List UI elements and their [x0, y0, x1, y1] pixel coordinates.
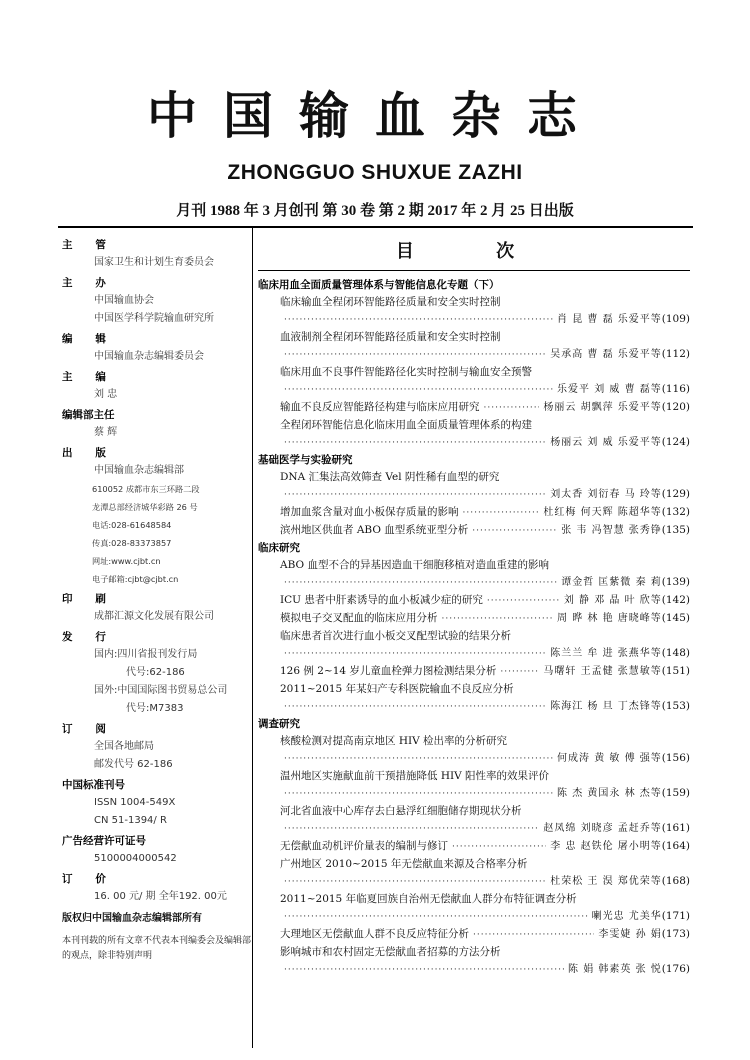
toc-entry-authors: 赵凤绵 刘晓彦 孟赶乔等 [543, 823, 662, 834]
toc-entry-title: 大理地区无偿献血人群不良反应特征分析 [280, 928, 469, 940]
distribution-label: 发 行 [62, 631, 116, 643]
toc-entry-title: 滨州地区供血者 ABO 血型系统亚型分析 [280, 524, 469, 536]
leader-dots [284, 874, 546, 891]
leader-dots [284, 435, 546, 452]
toc-entry-title: 临床患者首次进行血小板交叉配型试验的结果分析 [280, 630, 511, 642]
leader-dots [284, 909, 588, 926]
toc-entry [258, 434, 690, 452]
toc-entry [258, 908, 690, 926]
leader-dots [284, 382, 553, 399]
website: 网址:www.cjbt.cn [92, 556, 161, 566]
toc-entry-page: (176) [661, 963, 690, 975]
toc-entry-authors: 马曙轩 王孟健 张慧敏等 [543, 666, 662, 677]
distribution-domestic-code: 代号:62-186 [126, 667, 185, 678]
toc-entry-page: (148) [661, 647, 690, 659]
leader-dots [284, 575, 557, 592]
leader-dots [463, 505, 540, 522]
leader-dots [473, 927, 594, 944]
distribution-domestic: 国内:四川省报刊发行局 [94, 649, 198, 660]
toc-entry-page: (168) [661, 875, 690, 887]
toc-entry-page: (129) [661, 488, 690, 500]
leader-dots [284, 347, 546, 364]
toc-entry [258, 346, 690, 364]
toc-entry-title: 增加血浆含量对血小板保存质量的影响 [280, 506, 459, 518]
leader-dots [284, 699, 546, 716]
toc-entry-page: (139) [661, 576, 690, 588]
toc-entry-title: 输血不良反应智能路径构建与临床应用研究 [280, 401, 480, 413]
toc-entry-authors: 杜红梅 何天辉 陈超华等 [543, 507, 662, 518]
toc-entry [258, 750, 690, 768]
toc-entry-title: 核酸检测对提高南京地区 HIV 检出率的分析研究 [280, 735, 508, 747]
toc-entry-authors: 何成涛 黄 敏 傅 强等 [557, 753, 662, 764]
toc-entry-title: 血液制剂全程闭环智能路径质量和安全实时控制 [280, 331, 501, 343]
toc-heading: 目 次 [395, 241, 553, 262]
chief-editor-label: 主 编 [62, 371, 116, 383]
leader-dots [484, 400, 540, 417]
publication-info: 月刊 1988 年 3 月创刊 第 30 卷 第 2 期 2017 年 2 月 25 日出版 [176, 203, 574, 219]
distribution-foreign: 国外:中国国际图书贸易总公司 [94, 685, 228, 696]
toc-entry [258, 311, 690, 329]
leader-dots [284, 751, 553, 768]
toc-entry-title: 影响城市和农村固定无偿献血者招募的方法分析 [280, 946, 501, 958]
toc-entry-authors: 吴承高 曹 磊 乐爱平等 [550, 349, 662, 360]
leader-dots [284, 821, 539, 838]
toc-entry-title: ABO 血型不合的异基因造血干细胞移植对造血重建的影响 [280, 559, 549, 571]
address-line-1: 610052 成都市东三环路二段 [92, 484, 200, 494]
toc-entry [258, 645, 690, 663]
toc-entry-title: 温州地区实施献血前干预措施降低 HIV 阳性率的效果评价 [280, 770, 550, 782]
toc-section: 调查研究 [258, 718, 300, 730]
printer-value: 成都汇源文化发展有限公司 [94, 611, 214, 622]
journal-title-cn: 中国输血杂志 [147, 86, 603, 145]
toc-section: 临床用血全面质量管理体系与智能信息化专题（下） [258, 279, 500, 291]
subscription-value-2: 邮发代号 62-186 [94, 759, 173, 770]
toc-entry-page: (124) [661, 436, 690, 448]
leader-dots [500, 664, 539, 681]
toc-entry-authors: 杜荣松 王 淏 郑优荣等 [550, 876, 662, 887]
toc-section: 基础医学与实验研究 [258, 454, 353, 466]
host-label: 主 办 [62, 277, 116, 289]
toc-entry-page: (171) [661, 910, 690, 922]
host-value-2: 中国医学科学院输血研究所 [94, 313, 214, 324]
distribution-foreign-code: 代号:M7383 [126, 703, 184, 714]
ad-license-value: 5100004000542 [94, 853, 177, 864]
toc-entry-page: (132) [661, 506, 690, 518]
toc-entry-title: 全程闭环智能信息化临床用血全面质量管理体系的构建 [280, 419, 532, 431]
toc-entry-authors: 陈海江 杨 旦 丁杰锋等 [550, 701, 662, 712]
toc-entry-authors: 刘太香 刘衍春 马 玲等 [550, 489, 662, 500]
toc-entry [258, 663, 690, 681]
toc-entry-title: 2011~2015 年某妇产专科医院输血不良反应分析 [280, 683, 514, 695]
toc-entry-authors: 杨丽云 刘 威 乐爱平等 [550, 437, 662, 448]
leader-dots [284, 487, 546, 504]
toc-entry [258, 486, 690, 504]
leader-dots [487, 593, 560, 610]
leader-dots [442, 611, 554, 628]
toc-entry [258, 838, 690, 856]
toc-entry-authors: 谭金哲 匡紫微 秦 莉 [561, 577, 662, 588]
masthead-sidebar [62, 236, 252, 964]
ad-license-label: 广告经营许可证号 [62, 835, 146, 847]
toc-entry-page: (156) [661, 752, 690, 764]
toc-entry [258, 698, 690, 716]
email: 电子邮箱:cjbt@cjbt.cn [92, 574, 179, 584]
toc-entry-authors: 刘 静 邓 晶 叶 欣等 [563, 595, 662, 606]
sponsor-value: 国家卫生和计划生育委员会 [94, 257, 214, 268]
editor-value: 中国输血杂志编辑委员会 [94, 351, 204, 362]
subscription-label: 订 阅 [62, 723, 116, 735]
toc-entry-title: 广州地区 2010~2015 年无偿献血来源及合格率分析 [280, 858, 528, 870]
issn-label: 中国标准刊号 [62, 779, 125, 791]
toc-entry [258, 381, 690, 399]
sponsor-label: 主 管 [62, 239, 116, 251]
toc-entry-authors: 周 晔 林 艳 唐晓峰等 [557, 613, 662, 624]
toc-rule [258, 270, 690, 271]
toc-entry-title: 2011~2015 年临夏回族自治州无偿献血人群分布特征调查分析 [280, 893, 577, 905]
toc-entry-authors: 李 忠 赵铁伦 屠小明等 [550, 841, 662, 852]
toc-entry [258, 873, 690, 891]
director-value: 蔡 辉 [94, 427, 118, 438]
toc-entry-title: 模拟电子交叉配血的临床应用分析 [280, 612, 438, 624]
toc-entry [258, 610, 690, 628]
leader-dots [452, 839, 546, 856]
copyright: 版权归中国输血杂志编辑部所有 [62, 913, 202, 924]
fax: 传真:028-83373857 [92, 538, 172, 548]
subscription-value-1: 全国各地邮局 [94, 741, 154, 752]
toc-entry-page: (164) [661, 840, 690, 852]
toc-entry-authors: 陈 娟 韩素英 张 悦 [568, 964, 662, 975]
toc-entry [258, 785, 690, 803]
disclaimer: 本刊刊载的所有文章不代表本刊编委会及编辑部的观点，除非特别声明 [62, 936, 252, 961]
phone: 电话:028-61648584 [92, 520, 172, 530]
leader-dots [284, 786, 553, 803]
print-label: 印 刷 [62, 593, 116, 605]
leader-dots [284, 646, 546, 663]
toc-entry-page: (161) [661, 822, 690, 834]
toc-entry-title: 河北省血液中心库存去白悬浮红细胞储存期现状分析 [280, 805, 522, 817]
leader-dots [284, 962, 564, 979]
toc-entry-page: (116) [661, 383, 690, 395]
publisher-label: 出 版 [62, 447, 116, 459]
director-label: 编辑部主任 [62, 409, 115, 421]
column-divider [252, 228, 253, 1048]
toc-entry-page: (151) [661, 665, 690, 677]
toc-entry-title: 临床用血不良事件智能路径化实时控制与输血安全预警 [280, 366, 532, 378]
address-line-2: 龙潭总部经济城华彩路 26 号 [92, 502, 198, 512]
toc-entry-title: ICU 患者中肝素诱导的血小板减少症的研究 [280, 594, 483, 606]
toc-entry-title: 无偿献血动机评价量表的编制与修订 [280, 840, 448, 852]
leader-dots [472, 523, 557, 540]
toc-entry [258, 504, 690, 522]
masthead [0, 0, 750, 232]
price-value: 16. 00 元/ 期 全年192. 00元 [94, 891, 227, 902]
toc-section: 临床研究 [258, 542, 300, 554]
toc-entry-page: (173) [661, 928, 690, 940]
header-rule [58, 226, 693, 228]
toc-entry-authors: 肖 昆 曹 磊 乐爱平等 [557, 314, 662, 325]
toc-entry [258, 399, 690, 417]
toc-entry-authors: 陈 杰 黄国永 林 杰等 [557, 788, 662, 799]
toc-entry-title: DNA 汇集法高效筛查 Vel 阴性稀有血型的研究 [280, 471, 500, 483]
toc-entry-authors: 李雯婕 孙 娟 [598, 929, 662, 940]
toc-entry-page: (142) [661, 594, 690, 606]
table-of-contents [258, 234, 690, 979]
toc-entry-title: 临床输血全程闭环智能路径质量和安全实时控制 [280, 296, 501, 308]
toc-entry-page: (159) [661, 787, 690, 799]
toc-entry-authors: 喇光忠 尤美华 [591, 911, 662, 922]
toc-entry-authors: 陈兰兰 牟 进 张燕华等 [550, 648, 662, 659]
toc-entry-title: 126 例 2~14 岁儿童血栓弹力图检测结果分析 [280, 665, 497, 677]
leader-dots [284, 312, 553, 329]
editor-label: 编 辑 [62, 333, 116, 345]
cn-value: CN 51-1394/ R [94, 815, 167, 826]
toc-entry-page: (120) [661, 401, 690, 413]
toc-entry-page: (112) [661, 348, 690, 360]
publisher-value: 中国输血杂志编辑部 [94, 465, 184, 476]
toc-entry [258, 574, 690, 592]
toc-entry [258, 926, 690, 944]
toc-entry [258, 820, 690, 838]
toc-entry-page: (145) [661, 612, 690, 624]
host-value-1: 中国输血协会 [94, 295, 154, 306]
toc-entry-authors: 乐爱平 刘 威 曹 磊等 [557, 384, 662, 395]
journal-title-en: ZHONGGUO SHUXUE ZAZHI [227, 161, 523, 184]
toc-entry-page: (109) [661, 313, 690, 325]
toc-entry-authors: 张 韦 冯智慧 张秀铮 [561, 525, 662, 536]
chief-editor-value: 刘 忠 [94, 389, 118, 400]
toc-entry [258, 592, 690, 610]
toc-entry-page: (153) [661, 700, 690, 712]
toc-entry-authors: 杨丽云 胡飘萍 乐爱平等 [543, 402, 662, 413]
toc-entry-page: (135) [661, 524, 690, 536]
toc-entry [258, 961, 690, 979]
price-label: 订 价 [62, 873, 116, 885]
toc-entry [258, 522, 690, 540]
issn-value: ISSN 1004-549X [94, 797, 176, 808]
